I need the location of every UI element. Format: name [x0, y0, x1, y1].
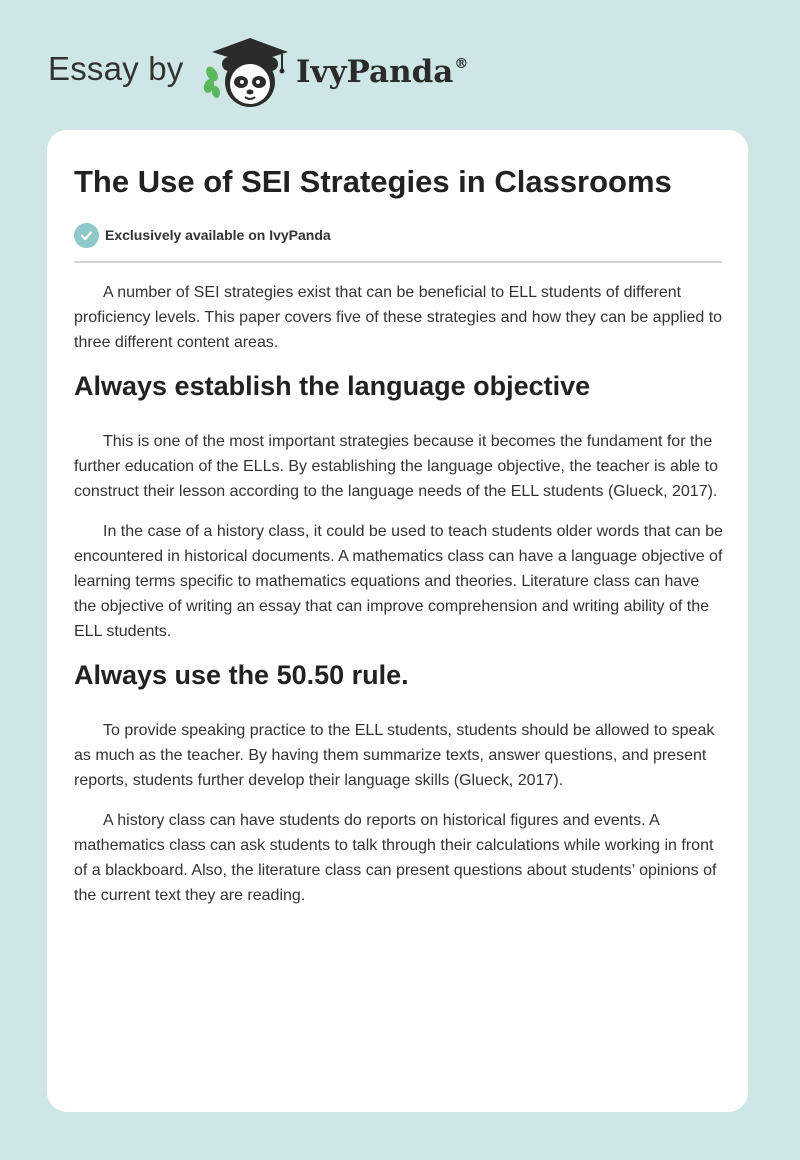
- article-card: [47, 130, 748, 1112]
- intro-paragraph: A number of SEI strategies exist that can be beneficial to ELL students of different proficiency levels. This paper covers five of these strategies and how they can be applied to three different content areas.: [74, 284, 723, 351]
- section-heading: Always establish the language objective: [74, 371, 591, 401]
- brand-name[interactable]: IvyPanda®: [296, 54, 469, 90]
- article-body: [74, 280, 724, 923]
- exclusive-label: Exclusively available on IvyPanda: [105, 227, 331, 243]
- body-paragraph: This is one of the most important strategies because it becomes the fundament for the further education of the ELLs. By establishing the language objective, the teacher is able to construct their lesson according to the language needs of the ELL students (Glueck, 2017).: [74, 433, 718, 500]
- page-title: The Use of SEI Strategies in Classrooms: [74, 164, 672, 199]
- site-header: [0, 0, 800, 130]
- trademark-mark: ®: [454, 56, 469, 72]
- body-paragraph: In the case of a history class, it could be used to teach students older words that can be encountered in historical documents. A mathematics class can have a language objective of learning terms specific to mathematics equations and theories. Literature class can have the objective of writing an essay that can improve comprehension and writing ability of the ELL students.: [74, 523, 723, 640]
- check-icon: [74, 223, 99, 248]
- body-paragraph: A history class can have students do reports on historical figures and events. A mathematics class can ask students to talk through their calculations while working in front of a blackboard. Also, the literature class can present questions about students’ opinions of the current text they are reading.: [74, 812, 717, 904]
- section-heading: Always use the 50.50 rule.: [74, 660, 409, 690]
- brand-prefix: Essay by: [48, 50, 184, 87]
- title-divider: [74, 261, 722, 263]
- body-paragraph: To provide speaking practice to the ELL students, students should be allowed to speak as much as the teacher. By having them summarize texts, answer questions, and present reports, students further develop their language skills (Glueck, 2017).: [74, 722, 715, 789]
- exclusive-notice: [74, 222, 331, 248]
- panda-graduation-cap-icon[interactable]: [200, 34, 296, 110]
